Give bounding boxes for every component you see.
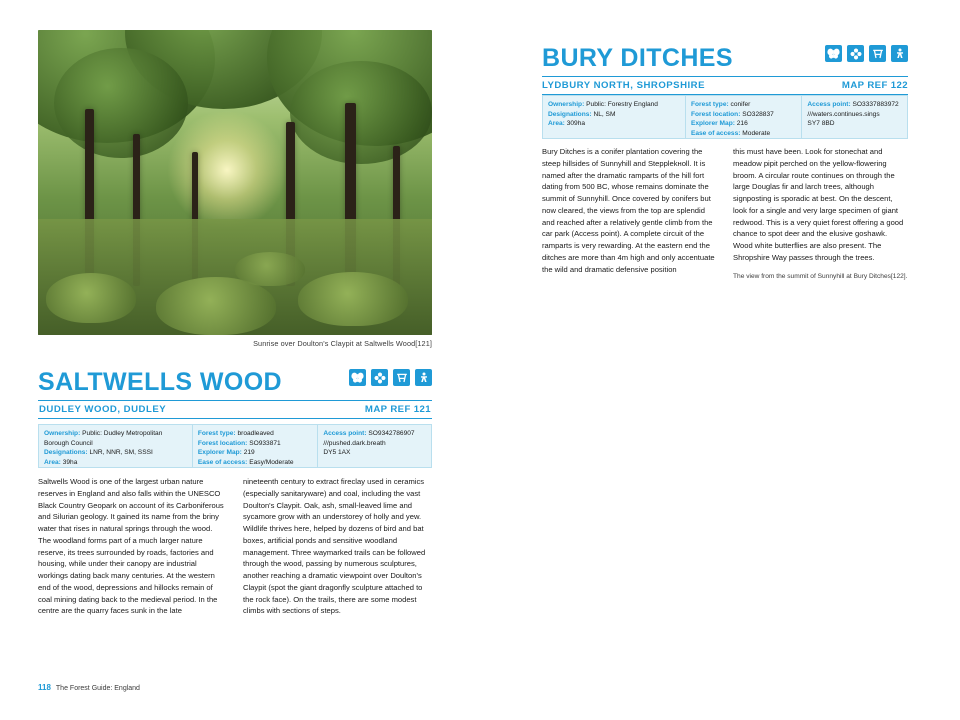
left-fact-col-3 (317, 425, 431, 467)
right-subtitle-row (542, 76, 908, 95)
access-point-label: Access point: (323, 430, 367, 437)
right-photo-caption: The view from the summit of Sunnyhill at Bury Ditches[122]. (733, 272, 908, 280)
ease-of-access-value: Easy/Moderate (249, 458, 294, 466)
access-point-label: Access point: (807, 101, 851, 108)
designations-value: NL, SM (593, 110, 616, 118)
left-fact-col-1 (39, 425, 192, 467)
ownership-value: Public: Dudley Metropolitan Borough Council (44, 430, 163, 447)
left-photo-caption: Sunrise over Doulton's Claypit at Saltwells Wood[121] (253, 339, 432, 348)
left-body-col-1: Saltwells Wood is one of the largest urban nature reserves in England and also falls within the UNESCO Black Country Geopark on account of its Carboniferous and Silurian geology. It gained its name from the briny water that rises in natural springs through the wood. The woodland forms part of a much larger nature reserve, its trees surrounded by roads, factories and housing, while under their canopy are industrial workings dating back many centuries. At the western end of the wood, depressions and hillocks remain of coal mining dating back to the medieval period. In the centre are the quarry faces sunk in the late (38, 477, 224, 616)
folio-number: 118 (38, 683, 51, 692)
forest-type-value: conifer (730, 101, 751, 108)
page-title-saltwells: SALTWELLS WOOD (38, 368, 282, 396)
postcode-value: DY5 1AX (323, 449, 351, 457)
forest-location-label: Forest location: (690, 110, 741, 118)
area-label: Area: (548, 120, 565, 128)
postcode-value: SY7 8BD (807, 120, 835, 128)
accessible-icon (415, 369, 432, 386)
right-body-columns (542, 146, 908, 281)
left-location-subtitle: DUDLEY WOOD, DUDLEY (39, 404, 167, 415)
forest-location-label: Forest location: (197, 439, 248, 447)
left-body-col-2: nineteenth century to extract fireclay used in ceramics (especially sanitaryware) and coal, including the vast Doulton's Claypit. Oak, ash, small-leaved lime and sycamore grow with an understorey of holly and yew. Wildlife thrives here, helped by dozens of bird and bat boxes, artificial ponds and sensitive woodland management. Three waymarked trails can be followed through the wood, passing by numerous sculptures, another reaching a dramatic viewpoint over Doulton's Claypit (spot the giant dragonfly sculpture attached to the rock face). On the trails, there are some modest climbs with sections of steps. (243, 477, 426, 616)
right-body-col-2: this must have been. Look for stonechat and meadow pipit perched on the yellow-flowering broom. A circular route continues on through the large Douglas fir and larch trees, although signposting is sporadic at best. On the descent, look for a single and very large specimen of giant redwood. This is a very quiet forest offering a good chance to spot deer and the elusive goshawk. Wood white butterflies are also present. The Shropshire Way passes through the trees. (733, 147, 904, 262)
right-body-col-2-wrap (733, 146, 908, 281)
right-location-subtitle: LYDBURY NORTH, SHROPSHIRE (542, 80, 706, 91)
ownership-label: Ownership: (44, 430, 81, 437)
page-title-bury-ditches: BURY DITCHES (542, 44, 733, 72)
left-icon-badges (349, 369, 432, 386)
butterfly-icon (349, 369, 366, 386)
forest-location-value: SO328837 (742, 110, 774, 118)
flower-icon (371, 369, 388, 386)
right-body-col-1: Bury Ditches is a conifer plantation covering the steep hillsides of Sunnyhill and Stepplekноll. It is named after the dramatic ramparts of the hill fort dating from 500 BC, whose remains dominate the summit of Sunnyhill. Once covered by conifers but now cleared, the views from the top are splendid and reached after a relatively gentle climb from the car park (Access point). A complete circuit of the ramparts is very rewarding. At the eastern end the ditches are more than 4m high and only accentuate the wild and dramatic defensive position (542, 147, 715, 274)
area-value: 39ha (62, 458, 78, 466)
access-point-value: SO3337883972 (852, 101, 899, 108)
what3words-value: ///pushed.dark.breath (323, 439, 386, 447)
forest-type-value: broadleaved (237, 430, 274, 437)
ownership-value: Public: Forestry England (586, 101, 658, 108)
left-fact-box (38, 424, 432, 468)
explorer-map-label: Explorer Map: (197, 449, 242, 457)
area-value: 309ha (566, 120, 586, 128)
ease-of-access-label: Ease of access: (690, 129, 741, 137)
saltwells-wood-photo (38, 30, 432, 335)
right-map-reference: MAP REF 122 (841, 80, 908, 91)
left-page-footer (38, 683, 140, 692)
folio-running-head: The Forest Guide: England (55, 685, 140, 692)
left-subtitle-row (38, 400, 432, 419)
explorer-map-value: 219 (243, 449, 255, 457)
area-label: Area: (44, 458, 61, 466)
right-fact-col-1 (543, 96, 685, 138)
right-fact-col-2 (685, 96, 801, 138)
designations-label: Designations: (44, 449, 88, 457)
forest-location-value: SO933871 (249, 439, 281, 447)
picnic-icon (869, 45, 886, 62)
left-fact-col-2 (192, 425, 317, 467)
forest-type-label: Forest type: (690, 101, 729, 108)
right-fact-col-3 (801, 96, 907, 138)
sun-glow (167, 110, 287, 230)
explorer-map-label: Explorer Map: (690, 120, 735, 128)
explorer-map-value: 216 (736, 120, 748, 128)
left-body-columns (38, 476, 432, 617)
forest-type-label: Forest type: (197, 430, 236, 437)
designations-label: Designations: (548, 110, 592, 118)
accessible-icon (891, 45, 908, 62)
ownership-label: Ownership: (548, 101, 585, 108)
designations-value: LNR, NNR, SM, SSSI (89, 449, 153, 457)
right-fact-box (542, 95, 908, 139)
access-point-value: SO9342786907 (368, 430, 415, 437)
ease-of-access-value: Moderate (742, 129, 771, 137)
what3words-value: ///waters.continues.sings (807, 110, 880, 118)
ease-of-access-label: Ease of access: (197, 458, 248, 466)
butterfly-icon (825, 45, 842, 62)
right-icon-badges (825, 45, 908, 62)
picnic-icon (393, 369, 410, 386)
left-map-reference: MAP REF 121 (364, 404, 431, 415)
flower-icon (847, 45, 864, 62)
